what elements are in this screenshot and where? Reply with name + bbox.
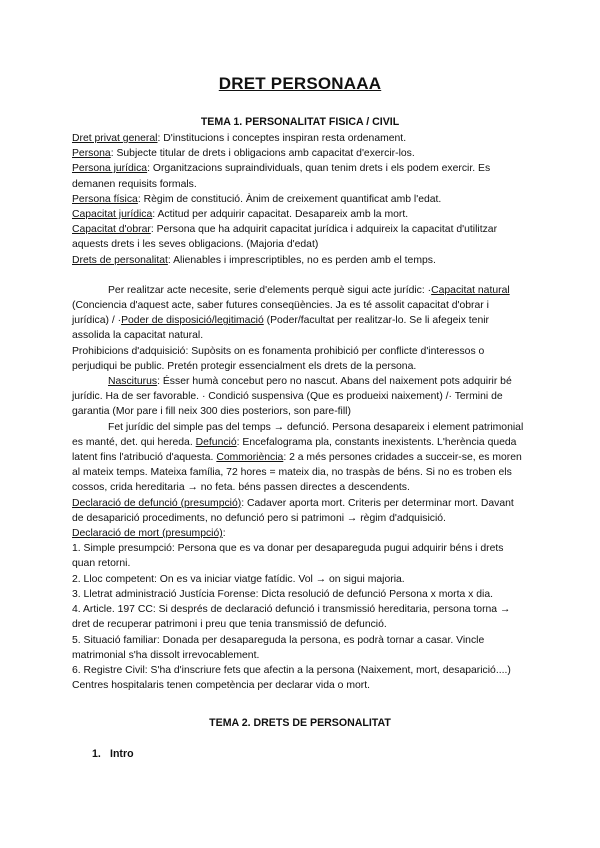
paragraph-centres: Centres hospitalaris tenen competència per declarar vida o mort. bbox=[72, 680, 371, 692]
paragraph-text: (Poder/facultat per realitzar-lo. Se li afegeix tenir assolida la capacitat natural. bbox=[72, 315, 489, 342]
paragraph-text: (Conciencia d'aquest acte, saber futures conseqüències. Ja es té assolit capacitat d'obrar i jurídica) / · bbox=[72, 300, 489, 327]
paragraph-defuncio bbox=[72, 420, 528, 496]
definition bbox=[72, 131, 528, 146]
definition-term: Capacitat jurídica bbox=[72, 209, 153, 221]
list-item: 4. Article. 197 CC: Si després de declaració defunció i transmissió hereditaria, persona torna → dret de recuperar patrimoni i preu que tenia transmissió de defunció. bbox=[72, 604, 511, 631]
list-number: 1. bbox=[92, 748, 101, 760]
paragraph-prohibicions: Prohibicions d'adquisició: Supòsits on es fonamenta prohibició per conflicte d'interessos o perjudiqui be public. Pretén protegir essencialment els drets de la persona. bbox=[72, 345, 485, 372]
underlined-term: Poder de disposició/legitimació bbox=[121, 315, 264, 327]
underlined-term: Declaració de mort (presumpció) bbox=[72, 528, 223, 540]
paragraph-text: : bbox=[222, 528, 226, 540]
list-item: 2. Lloc competent: On es va iniciar viatge fatídic. Vol → on sigui majoria. bbox=[72, 573, 405, 585]
paragraph-text: : 2 a més persones cridades a succeir-se, es moren al mateix temps. Mateixa família, 72 hores = mateix dia, no traspàs de béns. Si no es troben els cossos, crida hereditaria → no feta. béns passen directes a descendents. bbox=[72, 452, 522, 494]
paragraph-nasciturus bbox=[72, 374, 528, 420]
list-item: 3. Lletrat administració Justícia Forense: Dicta resolució de defunció Persona x morta x dia. bbox=[72, 588, 494, 600]
underlined-term: Declaració de defunció (presumpció) bbox=[72, 497, 242, 509]
definition-text: : Subjecte titular de drets i obligacions amb capacitat d'exercir-los. bbox=[110, 148, 415, 160]
definition bbox=[72, 146, 528, 161]
definition-text: : Persona que ha adquirit capacitat jurídica i adquireix la capacitat d'utilitzar aquests drets i les seves obligacions. (Majoria d'edat) bbox=[72, 224, 498, 251]
paragraph-acte-juridic bbox=[72, 283, 528, 344]
definition bbox=[72, 222, 528, 252]
definition-term: Capacitat d'obrar bbox=[72, 224, 151, 236]
definition-term: Persona bbox=[72, 148, 111, 160]
definition-text: : Règim de constitució. Ànim de creixement quantificat amb l'edat. bbox=[137, 193, 442, 205]
underlined-term: Commoriència bbox=[216, 452, 284, 464]
definition-text: : Alienables i imprescriptibles, no es perden amb el temps. bbox=[167, 254, 436, 266]
document-title: DRET PERSONAAA bbox=[218, 74, 382, 93]
paragraph-text: : Ésser humà concebut pero no nascut. Abans del naixement pots adquirir bé jurídic. Ha de ser favorable. · Condició suspensiva (Que es produeixi naixement) /· Termini de garantia (Mor pare i fill neix 300 dies posteriors, son pare-fill) bbox=[72, 376, 512, 418]
definition-term: Drets de personalitat bbox=[72, 254, 168, 266]
paragraph-declaracio-mort bbox=[72, 526, 528, 541]
paragraph-text: : Cadaver aporta mort. Criteris per determinar mort. Davant de desaparició procediments, no defunció pero si patrimoni → règim d'adquisició. bbox=[72, 497, 514, 524]
underlined-term: Capacitat natural bbox=[431, 284, 510, 296]
paragraph-text: Fet jurídic del simple pas del temps → defunció. Persona desapareix i element patrimonial es manté, det. qui hereda. bbox=[72, 421, 524, 448]
definition-text: : D'institucions i conceptes inspiran resta ordenament. bbox=[157, 133, 407, 144]
underlined-term: Defunció bbox=[195, 436, 237, 448]
numbered-heading bbox=[92, 748, 134, 760]
definition-text: : Organitzacions supraindividuals, quan tenim drets i els podem exercir. Es demanen requisits formals. bbox=[72, 163, 491, 190]
list-label: Intro bbox=[110, 748, 134, 760]
definition-term: Persona jurídica bbox=[72, 163, 148, 175]
document-body bbox=[72, 116, 528, 693]
definition bbox=[72, 161, 528, 191]
definition-term: Persona física bbox=[72, 193, 138, 205]
definition bbox=[72, 192, 528, 207]
list-item: 1. Simple presumpció: Persona que es va donar per desapareguda pugui adquirir béns i drets quan retorni. bbox=[72, 543, 504, 570]
list-item: 6. Registre Civil: S'ha d'inscriure fets que afectin a la persona (Naixement, mort, desaparició....) bbox=[72, 664, 511, 676]
list-item: 5. Situació familiar: Donada per desapareguda la persona, es podrà tornar a casar. Vincle matrimonial s'ha dissolt irrevocablement. bbox=[72, 634, 485, 661]
paragraph-text: : Encefalograma pla, constants inexistents. L'herència queda latent fins l'atribució d'aquesta. bbox=[72, 436, 517, 464]
paragraph-declaracio-defuncio bbox=[72, 496, 528, 526]
definition-text: : Actitud per adquirir capacitat. Desapareix amb la mort. bbox=[152, 209, 409, 221]
underlined-term: Nasciturus bbox=[108, 376, 158, 388]
section-heading-tema1: TEMA 1. PERSONALITAT FISICA / CIVIL bbox=[200, 116, 400, 128]
spacer bbox=[72, 268, 528, 283]
definition bbox=[72, 253, 528, 268]
definition-term: Dret privat general bbox=[72, 133, 158, 144]
definition bbox=[72, 207, 528, 222]
section-heading-tema2: TEMA 2. DRETS DE PERSONALITAT bbox=[209, 717, 391, 729]
paragraph-text: Per realitzar acte necesite, serie d'elements perquè sigui acte jurídic: · bbox=[108, 284, 432, 296]
